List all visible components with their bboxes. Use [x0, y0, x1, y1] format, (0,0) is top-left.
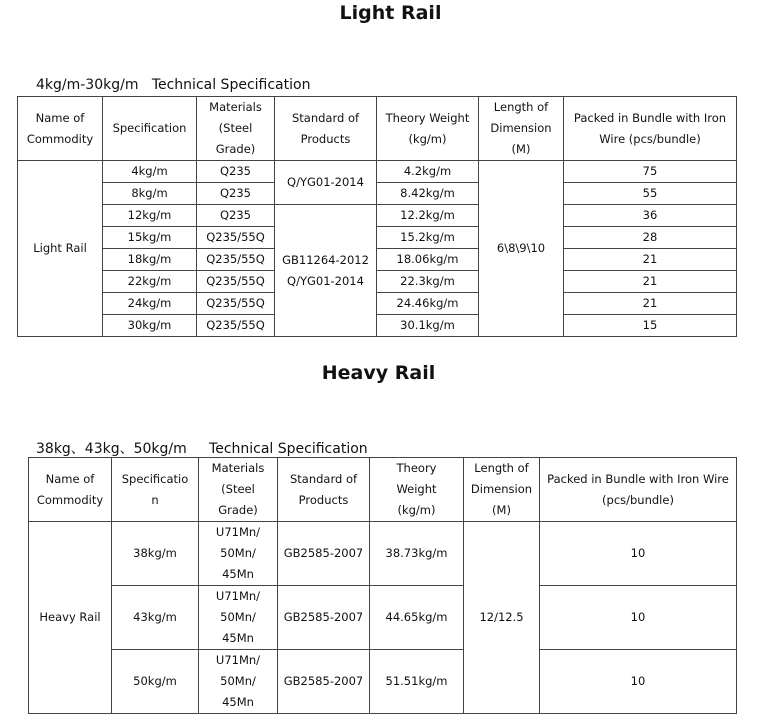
packed-cell: 10 — [540, 586, 737, 650]
heavy-rail-title: Heavy Rail — [321, 362, 436, 384]
header-packed: Packed in Bundle with Iron Wire (pcs/bundle) — [540, 458, 737, 522]
material-cell: Q235/55Q — [197, 315, 275, 337]
weight-cell: 22.3kg/m — [377, 271, 479, 293]
weight-cell: 38.73kg/m — [370, 522, 464, 586]
header-name-of-commodity: Name of Commodity — [18, 97, 103, 161]
packed-cell: 15 — [564, 315, 737, 337]
weight-cell: 15.2kg/m — [377, 227, 479, 249]
header-specification: Specification — [103, 97, 197, 161]
commodity-cell: Light Rail — [18, 161, 103, 337]
header-standard: Standard of Products — [278, 458, 370, 522]
table-row — [18, 205, 737, 227]
header-standard: Standard of Products — [275, 97, 377, 161]
header-theory-weight: Theory Weight (kg/m) — [377, 97, 479, 161]
commodity-cell: Heavy Rail — [29, 522, 112, 714]
spec-cell: 8kg/m — [103, 183, 197, 205]
weight-cell: 18.06kg/m — [377, 249, 479, 271]
packed-cell: 10 — [540, 650, 737, 714]
packed-cell: 36 — [564, 205, 737, 227]
weight-cell: 30.1kg/m — [377, 315, 479, 337]
table-row — [29, 650, 737, 714]
material-cell: Q235/55Q — [197, 249, 275, 271]
material-cell: Q235 — [197, 205, 275, 227]
weight-cell: 8.42kg/m — [377, 183, 479, 205]
material-cell: Q235 — [197, 161, 275, 183]
standard-cell: GB2585-2007 — [278, 650, 370, 714]
table-row — [18, 315, 737, 337]
standard-cell: GB2585-2007 — [278, 586, 370, 650]
spec-cell: 24kg/m — [103, 293, 197, 315]
header-materials: Materials (Steel Grade) — [199, 458, 278, 522]
header-name-of-commodity: Name of Commodity — [29, 458, 112, 522]
header-theory-weight: Theory Weight (kg/m) — [370, 458, 464, 522]
packed-cell: 21 — [564, 271, 737, 293]
header-materials: Materials (Steel Grade) — [197, 97, 275, 161]
light-rail-title: Light Rail — [339, 2, 442, 24]
material-cell: Q235/55Q — [197, 227, 275, 249]
table-header-row — [18, 97, 737, 161]
spec-cell: 12kg/m — [103, 205, 197, 227]
spec-cell: 43kg/m — [112, 586, 199, 650]
spec-cell: 15kg/m — [103, 227, 197, 249]
packed-cell: 55 — [564, 183, 737, 205]
packed-cell: 10 — [540, 522, 737, 586]
packed-cell: 75 — [564, 161, 737, 183]
table-row — [18, 183, 737, 205]
table-row — [18, 293, 737, 315]
length-cell: 12/12.5 — [464, 522, 540, 714]
packed-cell: 21 — [564, 249, 737, 271]
spec-cell: 38kg/m — [112, 522, 199, 586]
spec-cell: 30kg/m — [103, 315, 197, 337]
packed-cell: 28 — [564, 227, 737, 249]
spec-cell: 50kg/m — [112, 650, 199, 714]
weight-cell: 12.2kg/m — [377, 205, 479, 227]
table-row — [18, 227, 737, 249]
table-row — [29, 522, 737, 586]
light-rail-caption: 4kg/m-30kg/m Technical Specification — [36, 77, 311, 93]
table-row — [18, 271, 737, 293]
material-cell: Q235/55Q — [197, 271, 275, 293]
length-cell: 6\8\9\10 — [479, 161, 564, 337]
material-cell: U71Mn/ 50Mn/ 45Mn — [199, 522, 278, 586]
weight-cell: 24.46kg/m — [377, 293, 479, 315]
material-cell: Q235 — [197, 183, 275, 205]
table-row — [18, 161, 737, 183]
material-cell: U71Mn/ 50Mn/ 45Mn — [199, 650, 278, 714]
header-specification: Specificatio n — [112, 458, 199, 522]
weight-cell: 4.2kg/m — [377, 161, 479, 183]
table-row — [29, 586, 737, 650]
packed-cell: 21 — [564, 293, 737, 315]
header-packed: Packed in Bundle with Iron Wire (pcs/bundle) — [564, 97, 737, 161]
spec-cell: 4kg/m — [103, 161, 197, 183]
header-length: Length of Dimension (M) — [479, 97, 564, 161]
heavy-rail-caption: 38kg、43kg、50kg/m Technical Specification — [36, 441, 368, 457]
heavy-rail-table — [28, 457, 737, 714]
table-header-row — [29, 458, 737, 522]
standard-cell: GB11264-2012 Q/YG01-2014 — [275, 205, 377, 337]
standard-cell: Q/YG01-2014 — [275, 161, 377, 205]
weight-cell: 44.65kg/m — [370, 586, 464, 650]
weight-cell: 51.51kg/m — [370, 650, 464, 714]
light-rail-table — [17, 96, 737, 337]
material-cell: Q235/55Q — [197, 293, 275, 315]
material-cell: U71Mn/ 50Mn/ 45Mn — [199, 586, 278, 650]
spec-cell: 18kg/m — [103, 249, 197, 271]
spec-cell: 22kg/m — [103, 271, 197, 293]
standard-cell: GB2585-2007 — [278, 522, 370, 586]
table-row — [18, 249, 737, 271]
header-length: Length of Dimension (M) — [464, 458, 540, 522]
